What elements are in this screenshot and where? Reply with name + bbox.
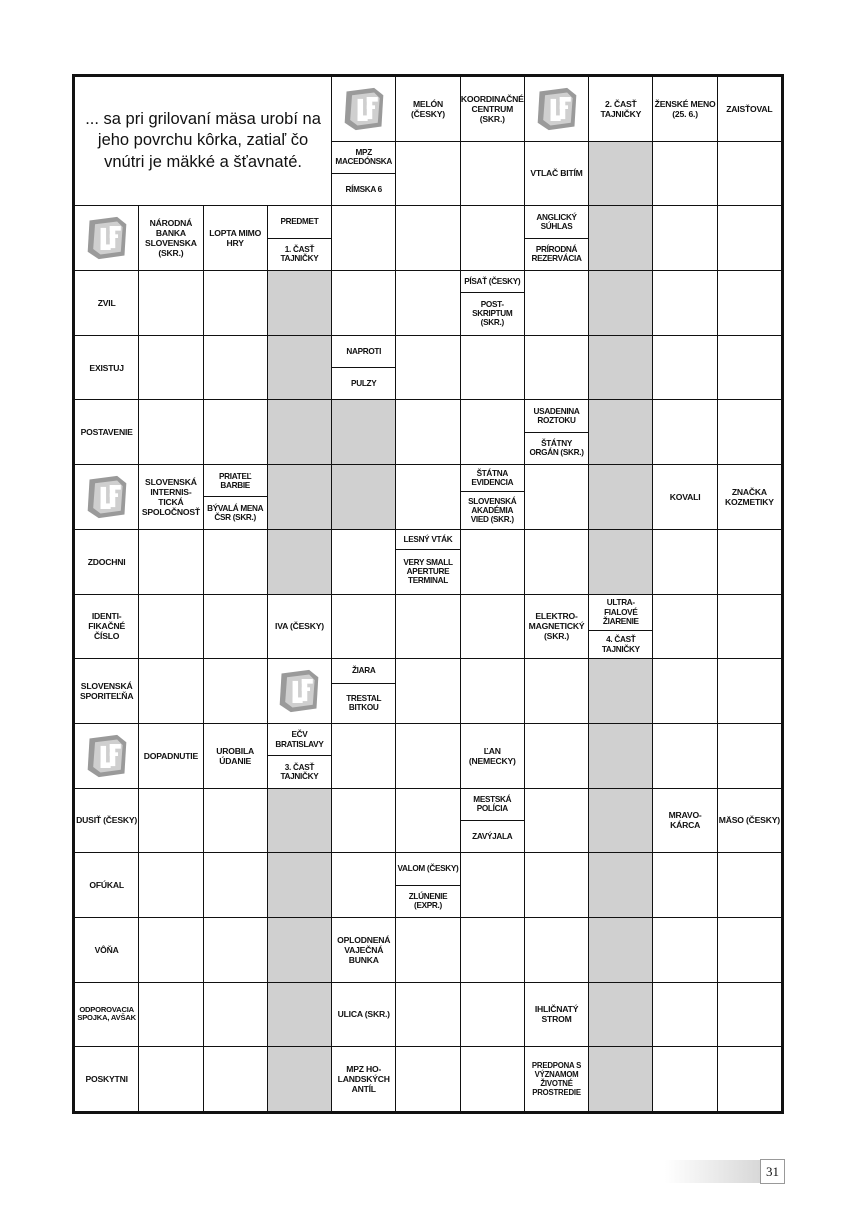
- answer-cell[interactable]: [718, 206, 781, 270]
- answer-cell[interactable]: [718, 724, 781, 788]
- answer-cell[interactable]: [332, 530, 395, 594]
- clue-lopta: LOPTA MIMO HRY: [204, 206, 267, 270]
- answer-cell[interactable]: [204, 918, 267, 982]
- answer-cell[interactable]: [461, 206, 524, 270]
- clue-statna-evidencia: ŠTÁTNA EVIDENCIA: [471, 468, 514, 488]
- clue-odporovacia-spojka: ODPOROVACIA SPOJKA, AVŠAK: [75, 983, 138, 1047]
- answer-cell[interactable]: [204, 271, 267, 335]
- clue-usadenina: USADENINA ROZTOKU: [533, 406, 580, 426]
- answer-cell[interactable]: [396, 271, 459, 335]
- clue-dopadnutie: DOPADNUTIE: [139, 724, 202, 788]
- lf-logo-icon: [268, 659, 331, 723]
- answer-cell[interactable]: [525, 271, 588, 335]
- clue-mpz-holandskych-antil: MPZ HO-LANDSKÝCH ANTÍL: [332, 1047, 395, 1111]
- answer-cell[interactable]: [396, 918, 459, 982]
- answer-cell[interactable]: [653, 724, 716, 788]
- answer-cell[interactable]: [525, 336, 588, 400]
- clue-predpona: PREDPONA S VÝZNAMOM ŽIVOTNÉ PROSTREDIE: [525, 1047, 588, 1111]
- answer-cell[interactable]: [653, 142, 716, 206]
- answer-cell[interactable]: [332, 724, 395, 788]
- clue-existuj: EXISTUJ: [75, 336, 138, 400]
- clue-vtlac: VTLAČ BITÍM: [525, 142, 588, 206]
- answer-cell[interactable]: [461, 983, 524, 1047]
- answer-cell[interactable]: [204, 789, 267, 853]
- clue-zaistoval: ZAISŤOVAL: [718, 77, 781, 141]
- clue-anglicky-suhlas: ANGLICKÝ SÚHLAS: [536, 212, 577, 232]
- clue-sav: SLOVENSKÁ AKADÉMIA VIED (SKR.): [461, 491, 524, 529]
- clue-tajnicky-1: 1. ČASŤ TAJNIČKY: [268, 238, 331, 270]
- answer-cell[interactable]: [332, 595, 395, 659]
- clue-split: [525, 206, 588, 270]
- answer-cell-shaded[interactable]: [589, 400, 652, 464]
- answer-cell[interactable]: [204, 1047, 267, 1111]
- clue-split: [332, 142, 395, 206]
- answer-cell[interactable]: [461, 918, 524, 982]
- answer-cell[interactable]: [204, 983, 267, 1047]
- answer-cell-shaded[interactable]: [589, 465, 652, 529]
- answer-cell-shaded[interactable]: [268, 1047, 331, 1111]
- clue-split: [461, 271, 524, 335]
- answer-cell[interactable]: [461, 853, 524, 917]
- clue-vona: VÔŇA: [75, 918, 138, 982]
- clue-trestal-bitkou: TRESTAL BITKOU: [332, 683, 395, 723]
- answer-cell-shaded[interactable]: [589, 142, 652, 206]
- clue-kovali: KOVALI: [653, 465, 716, 529]
- page-number: 31: [760, 1159, 785, 1184]
- answer-cell-shaded[interactable]: [589, 983, 652, 1047]
- answer-cell[interactable]: [204, 336, 267, 400]
- clue-zvil: ZVIL: [75, 271, 138, 335]
- answer-cell-shaded[interactable]: [589, 1047, 652, 1111]
- answer-cell[interactable]: [653, 853, 716, 917]
- answer-cell[interactable]: [461, 142, 524, 206]
- lf-logo-icon: [75, 465, 138, 529]
- clue-prirodna-rezervacia: PRÍRODNÁ REZERVÁCIA: [525, 238, 588, 270]
- answer-cell[interactable]: [525, 918, 588, 982]
- clue-zdochni: ZDOCHNI: [75, 530, 138, 594]
- answer-cell[interactable]: [461, 336, 524, 400]
- clue-split: [268, 724, 331, 788]
- answer-cell-shaded[interactable]: [268, 271, 331, 335]
- answer-cell[interactable]: [718, 983, 781, 1047]
- clue-split: [461, 789, 524, 853]
- answer-cell[interactable]: [396, 789, 459, 853]
- clue-valom: VALOM (ČESKY): [397, 864, 459, 874]
- answer-cell-shaded[interactable]: [589, 724, 652, 788]
- clue-mpz-macedonska: MPZ MACEDÓNSKA: [335, 148, 393, 167]
- answer-cell[interactable]: [653, 595, 716, 659]
- answer-cell[interactable]: [718, 530, 781, 594]
- answer-cell-shaded[interactable]: [268, 336, 331, 400]
- clue-rimska-6: RÍMSKA 6: [332, 173, 395, 205]
- clue-split: [332, 659, 395, 723]
- clue-split: [589, 595, 652, 659]
- clue-priatel-barbie: PRIATEĽ BARBIE: [219, 471, 252, 490]
- answer-cell[interactable]: [718, 142, 781, 206]
- answer-cell[interactable]: [653, 530, 716, 594]
- clue-lan-nemecky: ĽAN (NEMECKY): [461, 724, 524, 788]
- answer-cell[interactable]: [718, 853, 781, 917]
- clue-ziara: ŽIARA: [351, 666, 376, 676]
- answer-cell[interactable]: [204, 659, 267, 723]
- answer-cell[interactable]: [718, 336, 781, 400]
- answer-cell[interactable]: [139, 400, 202, 464]
- clue-split: [525, 400, 588, 464]
- answer-cell-shaded[interactable]: [268, 530, 331, 594]
- clue-tajnicky-4: 4. ČASŤ TAJNIČKY: [589, 630, 652, 658]
- answer-cell[interactable]: [204, 853, 267, 917]
- clue-iva: IVA (ČESKY): [268, 595, 331, 659]
- answer-cell[interactable]: [461, 400, 524, 464]
- answer-cell[interactable]: [396, 142, 459, 206]
- answer-cell[interactable]: [396, 595, 459, 659]
- clue-split: [204, 465, 267, 529]
- clue-ofukal: OFÚKAL: [75, 853, 138, 917]
- clue-mestska-policia: MESTSKÁ POLÍCIA: [473, 795, 512, 814]
- clue-split: [461, 465, 524, 529]
- answer-cell-shaded[interactable]: [589, 271, 652, 335]
- answer-cell[interactable]: [139, 595, 202, 659]
- clue-pisat: PÍSAŤ (ČESKY): [464, 276, 521, 286]
- answer-cell[interactable]: [653, 918, 716, 982]
- answer-cell[interactable]: [718, 271, 781, 335]
- clue-lesny-vtak: LESNÝ VTÁK: [403, 534, 453, 544]
- clue-post-skriptum: POST-SKRIPTUM (SKR.): [461, 292, 524, 335]
- clue-ecv-bratislavy: EČV BRATISLAVY: [275, 730, 324, 749]
- clue-narodna-banka: NÁRODNÁ BANKA SLOVENSKA (SKR.): [139, 206, 202, 270]
- answer-cell[interactable]: [653, 271, 716, 335]
- answer-cell-shaded[interactable]: [589, 206, 652, 270]
- clue-zavyjala: ZAVÝJALA: [461, 820, 524, 852]
- answer-cell-shaded[interactable]: [268, 853, 331, 917]
- clue-ultrafialove: ULTRA-FIALOVÉ ŽIARENIE: [602, 598, 639, 626]
- clue-centrum: KOORDINAČNÉ CENTRUM (SKR.): [461, 77, 524, 141]
- answer-cell[interactable]: [204, 530, 267, 594]
- answer-cell-shaded[interactable]: [268, 918, 331, 982]
- answer-cell-shaded[interactable]: [332, 465, 395, 529]
- puzzle-intro: ... sa pri grilovaní mäsa urobí na jeho povrchu kôrka, zatiaľ čo vnútri je mäkké a šťavnaté.: [75, 77, 331, 205]
- answer-cell-shaded[interactable]: [268, 789, 331, 853]
- clue-znacka-kozmetiky: ZNAČKA KOZMETIKY: [718, 465, 781, 529]
- answer-cell[interactable]: [396, 1047, 459, 1111]
- clue-pulzy: PULZY: [332, 367, 395, 399]
- answer-cell[interactable]: [461, 530, 524, 594]
- answer-cell[interactable]: [461, 595, 524, 659]
- answer-cell-shaded[interactable]: [589, 789, 652, 853]
- answer-cell[interactable]: [525, 724, 588, 788]
- clue-tajnicky-2: 2. ČASŤ TAJNIČKY: [589, 77, 652, 141]
- clue-slovenska-internisticka: SLOVENSKÁ INTERNIS-TICKÁ SPOLOČNOSŤ: [139, 465, 202, 529]
- answer-cell[interactable]: [653, 336, 716, 400]
- answer-cell[interactable]: [525, 789, 588, 853]
- clue-tajnicky-3: 3. ČASŤ TAJNIČKY: [268, 755, 331, 787]
- lf-logo-icon: [525, 77, 588, 141]
- clue-zenske-meno: ŽENSKÉ MENO (25. 6.): [653, 77, 716, 141]
- answer-cell[interactable]: [653, 659, 716, 723]
- clue-poskytni: POSKYTNI: [75, 1047, 138, 1111]
- clue-postavenie: POSTAVENIE: [75, 400, 138, 464]
- answer-cell[interactable]: [653, 1047, 716, 1111]
- answer-cell-shaded[interactable]: [589, 659, 652, 723]
- answer-cell-shaded[interactable]: [589, 918, 652, 982]
- answer-cell-shaded[interactable]: [332, 400, 395, 464]
- clue-identifikacne-cislo: IDENTI-FIKAČNÉ ČÍSLO: [75, 595, 138, 659]
- clue-melon: MELÓN (ČESKY): [396, 77, 459, 141]
- answer-cell[interactable]: [396, 983, 459, 1047]
- clue-byvala-mena: BÝVALÁ MENA ČSR (SKR.): [204, 496, 267, 528]
- clue-sporitelna: SLOVENSKÁ SPORITEĽŇA: [75, 659, 138, 723]
- answer-cell-shaded[interactable]: [589, 530, 652, 594]
- answer-cell[interactable]: [718, 400, 781, 464]
- clue-statny-organ: ŠTÁTNY ORGÁN (SKR.): [525, 432, 588, 464]
- answer-cell[interactable]: [525, 530, 588, 594]
- answer-cell[interactable]: [461, 659, 524, 723]
- answer-cell[interactable]: [525, 465, 588, 529]
- answer-cell[interactable]: [718, 659, 781, 723]
- clue-split: [332, 336, 395, 400]
- answer-cell[interactable]: [139, 1047, 202, 1111]
- answer-cell[interactable]: [332, 789, 395, 853]
- clue-urobila-udanie: UROBILA ÚDANIE: [204, 724, 267, 788]
- answer-cell[interactable]: [396, 336, 459, 400]
- answer-cell[interactable]: [139, 530, 202, 594]
- answer-cell[interactable]: [396, 724, 459, 788]
- answer-cell[interactable]: [396, 659, 459, 723]
- clue-zlunenie: ZLÚNENIE (EXPR.): [396, 885, 459, 917]
- clue-mravokarca: MRAVO-KÁRCA: [653, 789, 716, 853]
- crossword-grid: [72, 74, 784, 1114]
- answer-cell[interactable]: [525, 853, 588, 917]
- clue-ihlicnaty-strom: IHLIČNATÝ STROM: [525, 983, 588, 1047]
- clue-elektromagneticky: ELEKTRO-MAGNETICKÝ (SKR.): [525, 595, 588, 659]
- answer-cell[interactable]: [139, 853, 202, 917]
- answer-cell[interactable]: [332, 853, 395, 917]
- answer-cell[interactable]: [653, 400, 716, 464]
- answer-cell-shaded[interactable]: [268, 400, 331, 464]
- answer-cell[interactable]: [653, 206, 716, 270]
- answer-cell[interactable]: [332, 206, 395, 270]
- answer-cell[interactable]: [396, 465, 459, 529]
- clue-oplodnena-bunka: OPLODNENÁ VAJEČNÁ BUNKA: [332, 918, 395, 982]
- answer-cell[interactable]: [718, 918, 781, 982]
- clue-predmet: PREDMET: [280, 217, 319, 227]
- clue-vsat: VERY SMALL APERTURE TERMINAL: [396, 549, 459, 593]
- answer-cell[interactable]: [718, 595, 781, 659]
- clue-maso: MÄSO (ČESKY): [718, 789, 781, 853]
- answer-cell[interactable]: [204, 595, 267, 659]
- answer-cell-shaded[interactable]: [589, 336, 652, 400]
- answer-cell[interactable]: [139, 983, 202, 1047]
- lf-logo-icon: [75, 724, 138, 788]
- clue-split: [396, 530, 459, 594]
- answer-cell[interactable]: [139, 271, 202, 335]
- answer-cell[interactable]: [139, 659, 202, 723]
- answer-cell[interactable]: [461, 1047, 524, 1111]
- answer-cell[interactable]: [139, 789, 202, 853]
- clue-dusit: DUSIŤ (ČESKY): [75, 789, 138, 853]
- answer-cell-shaded[interactable]: [268, 465, 331, 529]
- answer-cell[interactable]: [139, 336, 202, 400]
- clue-ulica: ULICA (SKR.): [332, 983, 395, 1047]
- answer-cell[interactable]: [396, 206, 459, 270]
- answer-cell[interactable]: [653, 983, 716, 1047]
- answer-cell[interactable]: [332, 271, 395, 335]
- lf-logo-icon: [75, 206, 138, 270]
- answer-cell[interactable]: [718, 1047, 781, 1111]
- page-number-fade: [665, 1160, 760, 1183]
- lf-logo-icon: [332, 77, 395, 141]
- clue-naproti: NAPROTI: [346, 346, 382, 356]
- answer-cell-shaded[interactable]: [268, 983, 331, 1047]
- answer-cell[interactable]: [204, 400, 267, 464]
- clue-split: [396, 853, 459, 917]
- answer-cell[interactable]: [396, 400, 459, 464]
- clue-split: [268, 206, 331, 270]
- answer-cell-shaded[interactable]: [589, 853, 652, 917]
- answer-cell[interactable]: [139, 918, 202, 982]
- answer-cell[interactable]: [525, 659, 588, 723]
